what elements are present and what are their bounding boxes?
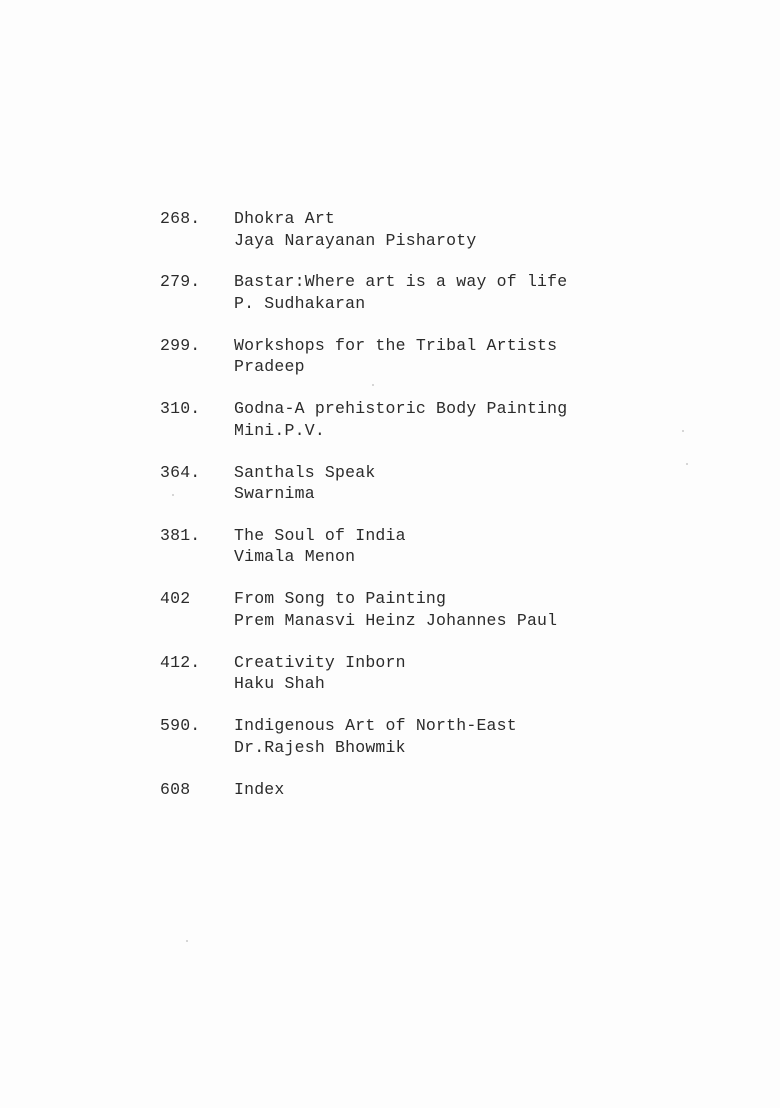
- toc-entry-text: [234, 462, 375, 505]
- toc-entry: [160, 525, 720, 588]
- toc-title: Bastar:Where art is a way of life: [234, 272, 568, 292]
- toc-entry-text: [234, 652, 406, 695]
- toc-author: Vimala Menon: [234, 547, 356, 567]
- toc-author: Prem Manasvi Heinz Johannes Paul: [234, 610, 558, 630]
- toc-title: Santhals Speak: [234, 462, 376, 482]
- scan-speck: [372, 384, 374, 386]
- toc-page-number: 310.: [160, 399, 201, 419]
- toc-page-number: 608: [160, 779, 191, 799]
- toc-title: Creativity Inborn: [234, 652, 406, 672]
- toc-title: Godna-A prehistoric Body Painting: [234, 399, 568, 419]
- toc-author: Jaya Narayanan Pisharoty: [234, 230, 477, 250]
- toc-entry: [160, 779, 720, 842]
- toc-entry-text: [234, 335, 557, 378]
- toc-author: Mini.P.V.: [234, 420, 325, 440]
- toc-entry-text: [234, 208, 476, 251]
- toc-entry: [160, 588, 720, 651]
- toc-author: Pradeep: [234, 357, 305, 377]
- toc-entry: [160, 715, 720, 778]
- toc-entry: [160, 208, 720, 271]
- toc-title: Index: [234, 779, 285, 799]
- toc-author: P. Sudhakaran: [234, 293, 366, 313]
- toc-author: Swarnima: [234, 484, 315, 504]
- toc-entry-text: [234, 588, 557, 631]
- toc-entry: [160, 462, 720, 525]
- toc-page-number: 412.: [160, 652, 201, 672]
- scan-speck: [172, 494, 174, 496]
- toc-author: Haku Shah: [234, 674, 325, 694]
- toc-entry-text: [234, 715, 517, 758]
- toc-page-number: 279.: [160, 272, 201, 292]
- toc-title: From Song to Painting: [234, 589, 447, 609]
- toc-entry-text: [234, 398, 567, 441]
- toc-entry-text: [234, 779, 285, 801]
- toc-entry: [160, 398, 720, 461]
- toc-page-number: 402: [160, 589, 191, 609]
- toc-entry: [160, 271, 720, 334]
- toc-page-number: 268.: [160, 209, 201, 228]
- scan-speck: [186, 940, 188, 942]
- toc-entry-text: [234, 271, 567, 314]
- toc-author: Dr.Rajesh Bhowmik: [234, 737, 406, 757]
- toc-title: The Soul of India: [234, 525, 406, 545]
- toc-entry: [160, 335, 720, 398]
- toc-title: Dhokra Art: [234, 209, 336, 228]
- toc-page-number: 590.: [160, 716, 201, 736]
- toc-entry-text: [234, 525, 406, 568]
- scan-speck: [682, 430, 684, 432]
- scan-speck: [686, 463, 688, 465]
- toc-entry: [160, 652, 720, 715]
- table-of-contents: [160, 208, 720, 842]
- toc-page-number: 299.: [160, 335, 201, 355]
- toc-title: Indigenous Art of North-East: [234, 716, 517, 736]
- toc-page-number: 364.: [160, 462, 201, 482]
- toc-title: Workshops for the Tribal Artists: [234, 335, 558, 355]
- toc-page-number: 381.: [160, 525, 201, 545]
